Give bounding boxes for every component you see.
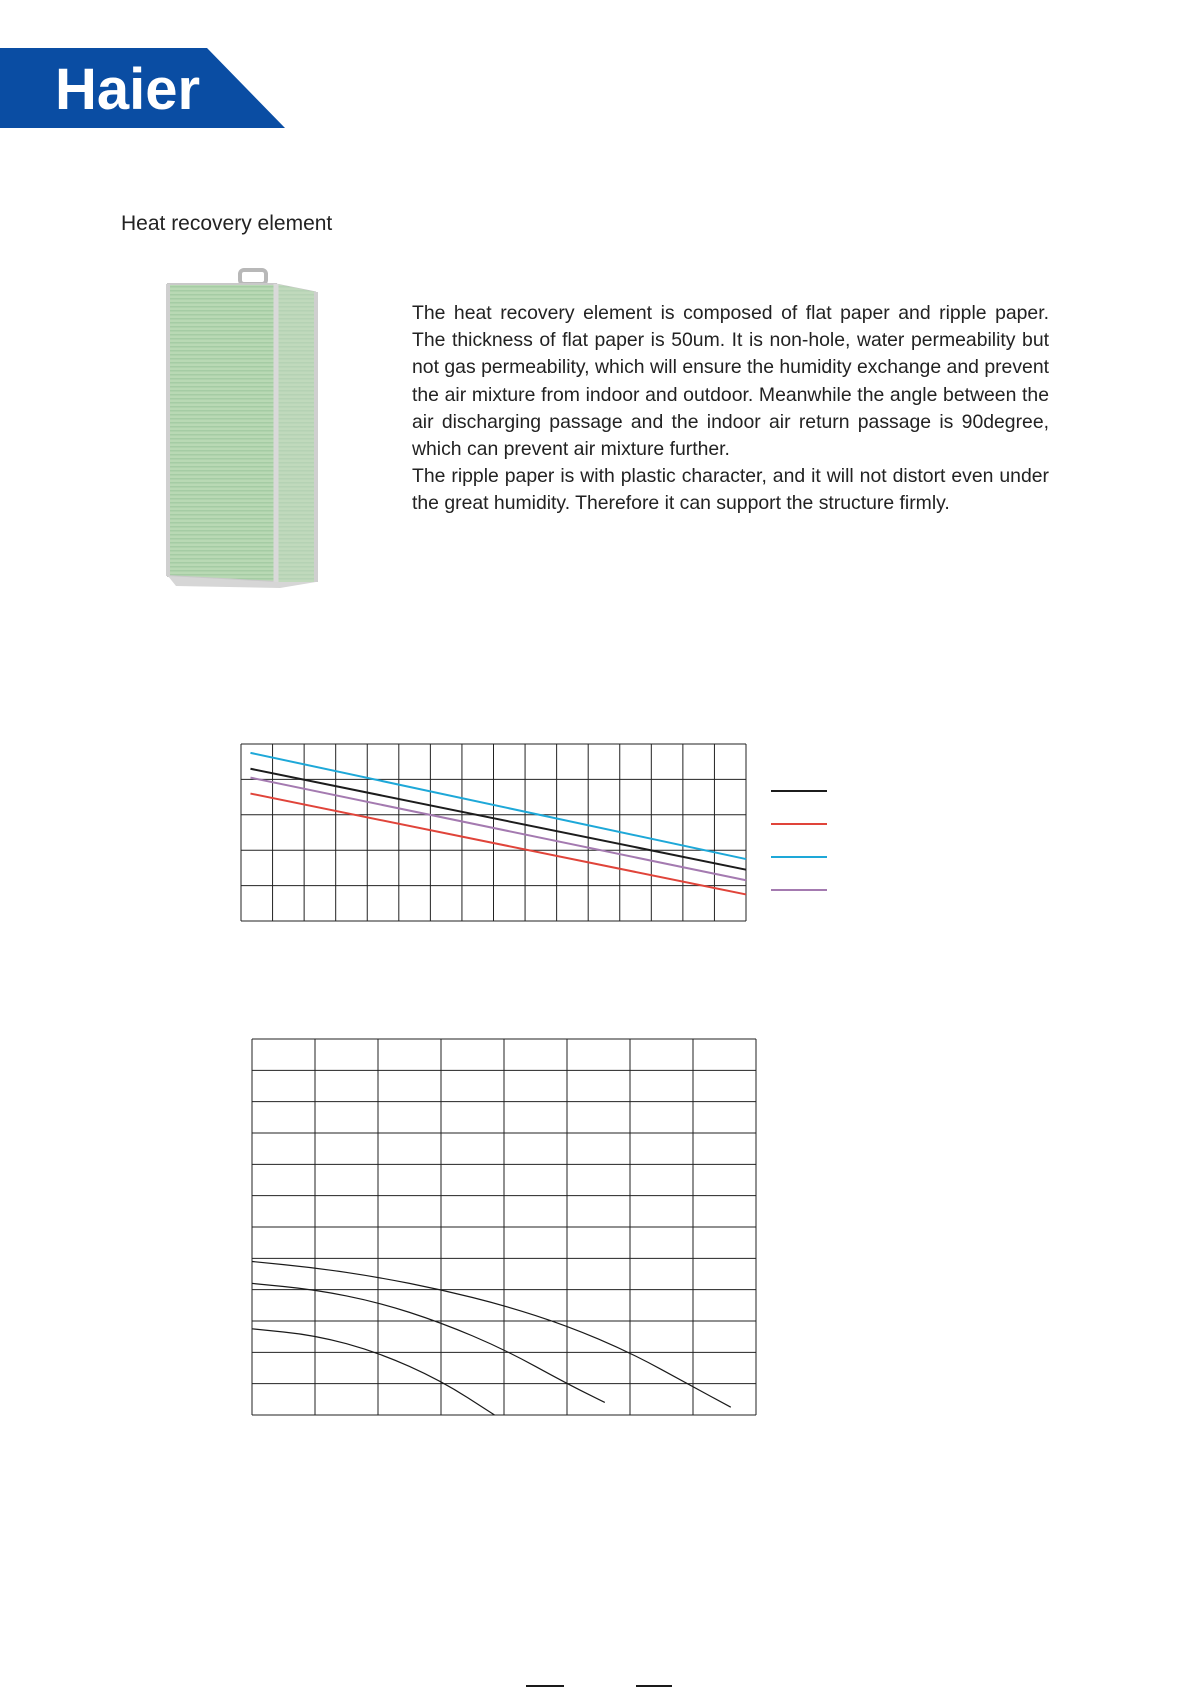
chart-1-svg — [240, 743, 840, 923]
chart-temperature-efficiency — [240, 743, 840, 928]
chart-2-svg — [251, 1038, 771, 1418]
pressure-curve-2 — [252, 1283, 605, 1402]
brand-name: Haier — [55, 57, 201, 122]
series-line-1 — [250, 769, 746, 870]
series-line-4 — [250, 778, 746, 881]
description — [412, 300, 1049, 518]
description-paragraph-2: The ripple paper is with plastic character, and it will not distort even under the great humidity. Therefore it can support the structure firmly. — [412, 465, 1049, 515]
chart-static-pressure — [251, 1038, 771, 1423]
description-paragraph-1: The heat recovery element is composed of flat paper and ripple paper. The thickness of flat paper is 50um. It is non-hole, water permeability but not gas permeability, which will ensure the humidity exchange and prevent the air mixture from indoor and outdoor. Meanwhile the angle between the air discharging passage and the indoor air return passage is 90degree, which can prevent air mixture further. — [412, 302, 1049, 461]
pressure-curve-3 — [252, 1329, 495, 1415]
haier-logo — [0, 48, 285, 128]
footer-marks — [520, 1675, 680, 1679]
section-title: Heat recovery element — [121, 212, 333, 235]
heat-recovery-element-photo — [150, 264, 320, 588]
pressure-curve-1 — [252, 1261, 731, 1407]
